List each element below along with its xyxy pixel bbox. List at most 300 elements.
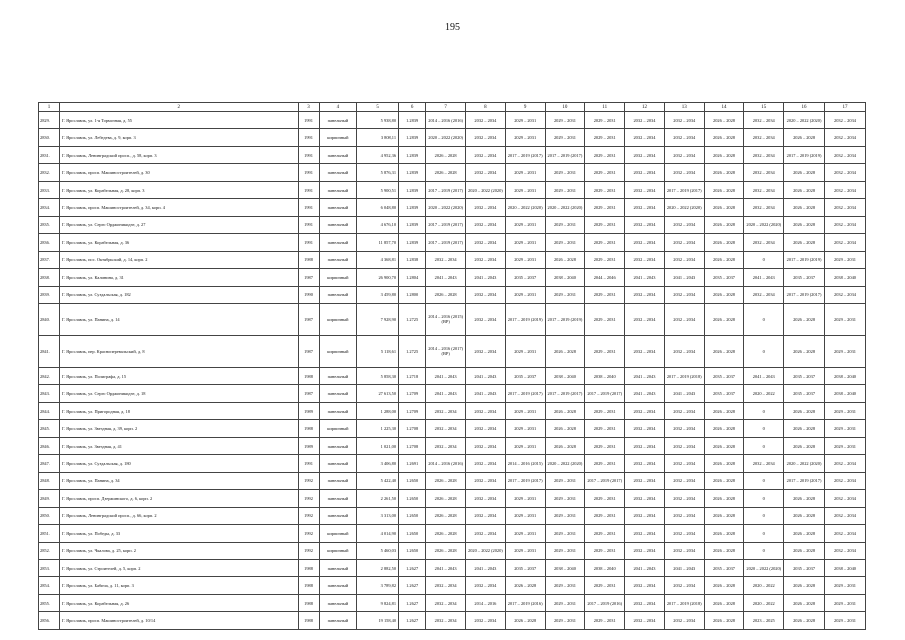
table-row — [39, 216, 866, 233]
table-cell: 2017 – 2019 (2017) — [545, 146, 585, 163]
column-header: 8 — [466, 103, 506, 112]
table-cell: 1988 — [298, 612, 319, 630]
table-cell: панельный — [319, 367, 357, 384]
table-cell: 2032 – 2034 — [664, 146, 704, 163]
table-cell: 2032 – 2034 — [466, 164, 506, 181]
table-cell: 2838. — [39, 269, 60, 286]
table-cell: 2029 – 2031 — [545, 525, 585, 542]
table-cell: 2017 – 2019 (2017) — [585, 472, 625, 489]
table-cell: 1.2627 — [399, 594, 426, 611]
table-cell: 2026 – 2028 — [426, 507, 466, 524]
table-cell: 2029 – 2031 — [585, 234, 625, 251]
table-cell: 2837. — [39, 251, 60, 268]
table-cell: 2032 – 2034 — [625, 251, 665, 268]
table-cell: 1.2650 — [399, 507, 426, 524]
table-cell: 2026 – 2028 — [784, 420, 825, 437]
table-cell: 2032 – 2034 — [466, 455, 506, 472]
table-cell: 2026 – 2028 — [784, 234, 825, 251]
table-cell: 2032 – 2034 — [466, 234, 506, 251]
table-cell: 2029 – 2031 — [585, 251, 625, 268]
table-cell: 2041 – 2043 — [744, 367, 784, 384]
table-cell: 2853. — [39, 559, 60, 576]
table-cell: 2026 – 2028 — [784, 402, 825, 419]
table-cell: 2032 – 2034 — [426, 437, 466, 454]
table-cell: 3 459,80 — [357, 286, 399, 303]
table-cell: Г. Ярославль, ул. Суздальская, д. 182 — [59, 286, 298, 303]
table-row — [39, 612, 866, 630]
table-cell: 2017 – 2019 (2016) — [505, 594, 545, 611]
table-cell: панельный — [319, 181, 357, 198]
table-cell: 2035 – 2037 — [505, 269, 545, 286]
table-cell: 1987 — [298, 335, 319, 367]
table-cell: 2035 – 2037 — [784, 269, 825, 286]
table-cell: 1.2650 — [399, 490, 426, 507]
table-cell: 1988 — [298, 594, 319, 611]
table-cell: 2026 – 2028 — [704, 335, 744, 367]
table-cell: 2041 – 2043 — [466, 385, 506, 402]
table-cell: 2032 – 2034 — [625, 164, 665, 181]
table-cell: 2032 – 2034 — [625, 420, 665, 437]
table-cell: 4 014,90 — [357, 525, 399, 542]
table-cell: 1992 — [298, 490, 319, 507]
table-row — [39, 577, 866, 594]
table-cell: 2029 – 2031 — [505, 164, 545, 181]
table-cell: 2041 – 2043 — [426, 385, 466, 402]
table-cell: 1991 — [298, 164, 319, 181]
table-cell: 2017 – 2019 (2017) — [426, 234, 466, 251]
table-cell: 2026 – 2028 — [704, 437, 744, 454]
table-cell: Г. Ярославль, ул. Звездная, д. 39, корп. 2 — [59, 420, 298, 437]
table-cell: Г. Ярославль, ул. Бабича, д. 11, корп. 3 — [59, 577, 298, 594]
table-cell: 2026 – 2028 — [704, 594, 744, 611]
table-cell: 1991 — [298, 234, 319, 251]
table-cell: панельный — [319, 437, 357, 454]
table-cell: 2032 – 2034 — [466, 490, 506, 507]
table-cell: 2032 – 2034 — [426, 594, 466, 611]
table-cell: 2041 – 2043 — [625, 367, 665, 384]
table-cell: 2032 – 2034 — [664, 577, 704, 594]
table-cell: 2029 – 2031 — [585, 507, 625, 524]
column-header: 6 — [399, 103, 426, 112]
table-cell: 2020 – 2022 (2020) — [466, 542, 506, 559]
table-cell: 2017 – 2019 (2017) — [505, 472, 545, 489]
table-cell: 2032 – 2034 — [625, 490, 665, 507]
table-cell: 2855. — [39, 594, 60, 611]
table-cell: 0 — [744, 507, 784, 524]
table-cell: 2026 – 2028 — [704, 490, 744, 507]
table-cell: 2029 – 2031 — [585, 146, 625, 163]
table-cell: 1 288,00 — [357, 402, 399, 419]
table-cell: 2029 – 2031 — [585, 577, 625, 594]
table-cell: 2038 – 2040 — [824, 269, 865, 286]
table-cell: 1991 — [298, 146, 319, 163]
table-cell: 2020 – 2022 (2020) — [545, 455, 585, 472]
table-row — [39, 472, 866, 489]
table-cell: 2032 – 2034 — [426, 612, 466, 630]
table-cell: 2026 – 2028 — [545, 420, 585, 437]
table-cell: 2841. — [39, 335, 60, 367]
table-cell: 2032 – 2034 — [664, 420, 704, 437]
table-cell: 2026 – 2028 — [784, 129, 825, 146]
table-cell: 1.2839 — [399, 164, 426, 181]
table-cell: 1992 — [298, 525, 319, 542]
table-cell: 2029 – 2031 — [824, 594, 865, 611]
table-row — [39, 181, 866, 198]
table-cell: 2032 – 2034 — [664, 234, 704, 251]
table-cell: 2020 – 2022 (2020) — [466, 181, 506, 198]
table-cell: 2032 – 2034 — [664, 335, 704, 367]
table-cell: 2026 – 2028 — [426, 164, 466, 181]
table-cell: 2038 – 2040 — [824, 367, 865, 384]
table-cell: 5 858,30 — [357, 367, 399, 384]
table-cell: кирпичный — [319, 269, 357, 286]
table-cell: 2026 – 2028 — [704, 525, 744, 542]
table-cell: 2032 – 2034 — [664, 455, 704, 472]
table-cell: 2020 – 2022 (2020) — [505, 199, 545, 216]
table-cell: 2020 – 2022 (2020) — [426, 129, 466, 146]
table-row — [39, 490, 866, 507]
table-cell: 2029 – 2031 — [585, 612, 625, 630]
table-cell: 1.2839 — [399, 112, 426, 129]
table-cell: Г. Ярославль, ул. Победы, д. 33 — [59, 525, 298, 542]
table-cell: 2032 – 2034 — [744, 455, 784, 472]
table-cell: 1.2839 — [399, 181, 426, 198]
table-cell: 1987 — [298, 303, 319, 335]
table-cell: 2041 – 2043 — [466, 367, 506, 384]
table-cell: 2032 – 2034 — [625, 507, 665, 524]
table-cell: 1990 — [298, 286, 319, 303]
table-cell: 1.2839 — [399, 216, 426, 233]
table-cell: 2026 – 2028 — [704, 455, 744, 472]
table-row — [39, 385, 866, 402]
table-cell: 2017 – 2019 (2016) — [585, 594, 625, 611]
table-cell: 2029 – 2031 — [585, 216, 625, 233]
table-cell: 2029 – 2031 — [505, 490, 545, 507]
table-cell: 2032 – 2034 — [466, 525, 506, 542]
table-cell: кирпичный — [319, 129, 357, 146]
table-cell: 2041 – 2043 — [744, 269, 784, 286]
table-cell: 2017 – 2019 (2017) — [664, 181, 704, 198]
table-cell: 2029 – 2031 — [545, 577, 585, 594]
table-cell: 2041 – 2043 — [664, 385, 704, 402]
table-cell: 2032 – 2034 — [426, 251, 466, 268]
table-cell: 2032 – 2034 — [625, 542, 665, 559]
table-cell: 2026 – 2028 — [505, 577, 545, 594]
table-cell: 2032 – 2034 — [466, 402, 506, 419]
table-cell: 1991 — [298, 112, 319, 129]
table-cell: 0 — [744, 335, 784, 367]
table-cell: панельный — [319, 216, 357, 233]
table-cell: 2020 – 2022 (2020) — [545, 199, 585, 216]
table-cell: 2026 – 2028 — [704, 472, 744, 489]
table-cell: 2029 – 2031 — [585, 335, 625, 367]
table-cell: 2032 – 2034 — [625, 216, 665, 233]
table-cell: 2029 – 2031 — [505, 234, 545, 251]
table-cell: 2830. — [39, 129, 60, 146]
table-cell: 2038 – 2040 — [545, 559, 585, 576]
table-cell: 2026 – 2028 — [704, 164, 744, 181]
table-cell: 2032 – 2034 — [466, 303, 506, 335]
table-cell: Г. Ярославль, просп. Машиностроителей, д. 30 — [59, 164, 298, 181]
table-cell: 1.2627 — [399, 577, 426, 594]
table-cell: 2029 – 2031 — [585, 181, 625, 198]
table-cell: панельный — [319, 612, 357, 630]
table-cell: 2029 – 2031 — [545, 286, 585, 303]
table-cell: 2 882,50 — [357, 559, 399, 576]
table-cell: 1.2691 — [399, 455, 426, 472]
table-row — [39, 525, 866, 542]
table-cell: 0 — [744, 251, 784, 268]
table-cell: 1.2839 — [399, 234, 426, 251]
table-cell: 2029 – 2031 — [545, 181, 585, 198]
housing-register-table — [38, 102, 866, 630]
table-cell: Г. Ярославль, просп. Машиностроителей, д. 34, корп. 4 — [59, 199, 298, 216]
table-cell: 2831. — [39, 146, 60, 163]
table-cell: 2029 – 2031 — [545, 507, 585, 524]
table-row — [39, 199, 866, 216]
table-cell: 2029 – 2031 — [545, 490, 585, 507]
table-cell: 2032 – 2034 — [466, 146, 506, 163]
table-cell: 2032 – 2034 — [664, 612, 704, 630]
column-header: 2 — [59, 103, 298, 112]
table-cell: 2026 – 2028 — [784, 490, 825, 507]
table-cell: 1.2725 — [399, 335, 426, 367]
table-cell: 2026 – 2028 — [784, 437, 825, 454]
column-header: 3 — [298, 103, 319, 112]
table-cell: 2032 – 2034 — [744, 146, 784, 163]
table-cell: 19 158,40 — [357, 612, 399, 630]
table-row — [39, 367, 866, 384]
column-header: 10 — [545, 103, 585, 112]
table-cell: Г. Ярославль, ул. Полиграфа, д. 15 — [59, 367, 298, 384]
table-cell: 2032 – 2034 — [824, 507, 865, 524]
table-cell: 2032 – 2034 — [625, 129, 665, 146]
table-cell: 2026 – 2028 — [545, 437, 585, 454]
table-cell: 4 952,36 — [357, 146, 399, 163]
table-cell: Г. Ярославль, ул. Серго Орджоникидзе, д. 27 — [59, 216, 298, 233]
table-cell: 2029 – 2031 — [505, 542, 545, 559]
table-cell: 2029 – 2031 — [585, 112, 625, 129]
table-cell: 2029 – 2031 — [585, 402, 625, 419]
table-cell: 2032 – 2034 — [625, 472, 665, 489]
table-cell: 2029 – 2031 — [824, 303, 865, 335]
table-cell: 2029 – 2031 — [545, 129, 585, 146]
table-cell: 2032 – 2034 — [664, 402, 704, 419]
table-cell: 2032 – 2034 — [744, 129, 784, 146]
table-cell: 2026 – 2028 — [704, 577, 744, 594]
table-cell: 2026 – 2028 — [704, 402, 744, 419]
table-cell: 5 422,40 — [357, 472, 399, 489]
table-cell: 5 938,80 — [357, 112, 399, 129]
table-cell: 1987 — [298, 269, 319, 286]
table-cell: 2038 – 2040 — [545, 367, 585, 384]
table-cell: панельный — [319, 251, 357, 268]
table-cell: 1.2709 — [399, 385, 426, 402]
table-cell: 1992 — [298, 507, 319, 524]
table-cell: 2035 – 2037 — [505, 367, 545, 384]
table-cell: 2032 – 2034 — [744, 181, 784, 198]
table-cell: 2029 – 2031 — [505, 437, 545, 454]
table-row — [39, 129, 866, 146]
table-cell: Г. Ярославль, пер. Красноперевальский, д. 8 — [59, 335, 298, 367]
column-header: 13 — [664, 103, 704, 112]
table-cell: 2029 – 2031 — [824, 577, 865, 594]
table-cell: Г. Ярославль, ул. Чкалова, д. 25, корп. 2 — [59, 542, 298, 559]
table-cell: 2020 – 2022 (2020) — [784, 455, 825, 472]
table-cell: 2020 – 2022 (2020) — [744, 216, 784, 233]
table-cell: 1.2650 — [399, 472, 426, 489]
table-cell: 2017 – 2019 (2017) — [784, 472, 825, 489]
table-cell: панельный — [319, 490, 357, 507]
table-cell: 2029 – 2031 — [545, 542, 585, 559]
table-cell: 2026 – 2028 — [784, 216, 825, 233]
table-cell: 2032 – 2034 — [664, 525, 704, 542]
table-body — [39, 112, 866, 630]
table-cell: 3 789,82 — [357, 577, 399, 594]
table-cell: 1.2650 — [399, 525, 426, 542]
table-cell: 2041 – 2043 — [664, 269, 704, 286]
table-cell: панельный — [319, 577, 357, 594]
table-cell: 2032 – 2034 — [664, 303, 704, 335]
table-cell: 2032 – 2034 — [625, 199, 665, 216]
table-cell: Г. Ярославль, ул. Суздальская, д. 180 — [59, 455, 298, 472]
table-cell: 2844. — [39, 402, 60, 419]
table-cell: 2836. — [39, 234, 60, 251]
table-cell: 5 460,03 — [357, 542, 399, 559]
table-cell: 2029 – 2031 — [824, 612, 865, 630]
table-cell: 2032 – 2034 — [744, 234, 784, 251]
table-cell: 2032 – 2034 — [744, 112, 784, 129]
table-cell: 2017 – 2019 (2017) — [426, 216, 466, 233]
table-cell: панельный — [319, 286, 357, 303]
table-cell: 2032 – 2034 — [426, 577, 466, 594]
table-cell: 2032 – 2034 — [824, 490, 865, 507]
table-cell: Г. Ярославль, ул. Лебедева, д. 9, корп. 3 — [59, 129, 298, 146]
table-cell: 2014 – 2016 (2016) — [426, 112, 466, 129]
table-cell: 2026 – 2028 — [426, 286, 466, 303]
table-cell: Г. Ярославль, ул. Строителей, д. 5, корп. 2 — [59, 559, 298, 576]
table-cell: 2032 – 2034 — [466, 286, 506, 303]
table-cell: 1991 — [298, 181, 319, 198]
table-cell: 2023 – 2025 — [744, 612, 784, 630]
table-cell: 2854. — [39, 577, 60, 594]
table-cell: 2029 – 2031 — [505, 286, 545, 303]
table-cell: 2032 – 2034 — [664, 472, 704, 489]
table-cell: 2029 – 2031 — [824, 335, 865, 367]
table-row — [39, 559, 866, 576]
table-cell: 1.2800 — [399, 286, 426, 303]
table-cell: 0 — [744, 542, 784, 559]
table-cell: 1988 — [298, 420, 319, 437]
table-cell: 2032 – 2034 — [466, 472, 506, 489]
table-cell: 2026 – 2028 — [704, 181, 744, 198]
table-cell: панельный — [319, 594, 357, 611]
table-cell: Г. Ярославль, просп. Машиностроителей, д. 10/14 — [59, 612, 298, 630]
table-cell: 27 613,50 — [357, 385, 399, 402]
table-cell: Г. Ярославль, пос. Октябрьский, д. 14, корп. 2 — [59, 251, 298, 268]
table-cell: 2038 – 2040 — [824, 559, 865, 576]
column-header: 1 — [39, 103, 60, 112]
table-cell: 2032 – 2034 — [466, 112, 506, 129]
table-cell: 0 — [744, 402, 784, 419]
table-cell: 1.2718 — [399, 367, 426, 384]
table-cell: Г. Ярославль, ул. Звездная, д. 41 — [59, 437, 298, 454]
column-header: 12 — [625, 103, 665, 112]
table-cell: 2032 – 2034 — [664, 216, 704, 233]
table-cell: 2026 – 2028 — [784, 577, 825, 594]
table-cell: 2026 – 2028 — [704, 234, 744, 251]
table-cell: кирпичный — [319, 525, 357, 542]
table-cell: 2017 – 2019 (2017) — [505, 146, 545, 163]
table-cell: 2029 – 2031 — [585, 542, 625, 559]
table-cell: 2020 – 2022 (2020) — [664, 199, 704, 216]
table-cell: 2035 – 2037 — [784, 367, 825, 384]
table-cell: 2029 – 2031 — [505, 507, 545, 524]
column-header: 4 — [319, 103, 357, 112]
table-cell: 2026 – 2028 — [784, 542, 825, 559]
table-row — [39, 402, 866, 419]
header-row — [39, 103, 866, 112]
table-cell: 1991 — [298, 199, 319, 216]
table-cell: Г. Ярославль, просп. Дзержинского, д. 6, корп. 2 — [59, 490, 298, 507]
table-cell: 2026 – 2028 — [784, 612, 825, 630]
table-cell: 3 808,11 — [357, 129, 399, 146]
table-cell: 2032 – 2034 — [744, 199, 784, 216]
table-cell: Г. Ярославль, ул. Серго Орджоникидзе, д. 18 — [59, 385, 298, 402]
table-cell: 2026 – 2028 — [704, 251, 744, 268]
table-cell: 2026 – 2028 — [505, 612, 545, 630]
table-cell: 2026 – 2028 — [426, 146, 466, 163]
table-cell: 2020 – 2022 — [744, 385, 784, 402]
table-cell: 2026 – 2028 — [426, 472, 466, 489]
table-cell: 2032 – 2034 — [625, 577, 665, 594]
table-cell: панельный — [319, 199, 357, 216]
table-cell: 1.2838 — [399, 251, 426, 268]
table-cell: 2032 – 2034 — [466, 335, 506, 367]
table-cell: 2032 – 2034 — [426, 420, 466, 437]
table-cell: 2032 – 2034 — [625, 525, 665, 542]
table-cell: 1.2627 — [399, 612, 426, 630]
table-cell: 2851. — [39, 525, 60, 542]
table-cell: 2026 – 2028 — [704, 507, 744, 524]
table-cell: панельный — [319, 455, 357, 472]
table-cell: 2032 – 2034 — [744, 164, 784, 181]
table-cell: 2856. — [39, 612, 60, 630]
table-cell: 2032 – 2034 — [625, 437, 665, 454]
table-cell: 2014 – 2016 — [466, 594, 506, 611]
table-cell: 2038 – 2040 — [824, 385, 865, 402]
table-cell: 2041 – 2043 — [625, 269, 665, 286]
table-cell: 1989 — [298, 437, 319, 454]
table-cell: 2044 – 2046 — [585, 269, 625, 286]
table-cell: 2834. — [39, 199, 60, 216]
table-cell: 5 900,51 — [357, 181, 399, 198]
table-cell: 2029 – 2031 — [585, 455, 625, 472]
table-cell: 2038 – 2040 — [545, 269, 585, 286]
table-row — [39, 286, 866, 303]
table-cell: Г. Ярославль, ул. Корабельная, д. 28, корп. 3 — [59, 181, 298, 198]
table-cell: 2026 – 2028 — [426, 525, 466, 542]
table-cell: 2032 – 2034 — [824, 146, 865, 163]
table-cell: 2032 – 2034 — [824, 542, 865, 559]
table-cell: 2029 – 2031 — [505, 525, 545, 542]
table-cell: 2032 – 2034 — [625, 594, 665, 611]
table-cell: кирпичный — [319, 542, 357, 559]
table-cell: 2026 – 2028 — [704, 129, 744, 146]
table-cell: 5 118,61 — [357, 335, 399, 367]
table-cell: 2029 – 2031 — [585, 525, 625, 542]
table-row — [39, 146, 866, 163]
